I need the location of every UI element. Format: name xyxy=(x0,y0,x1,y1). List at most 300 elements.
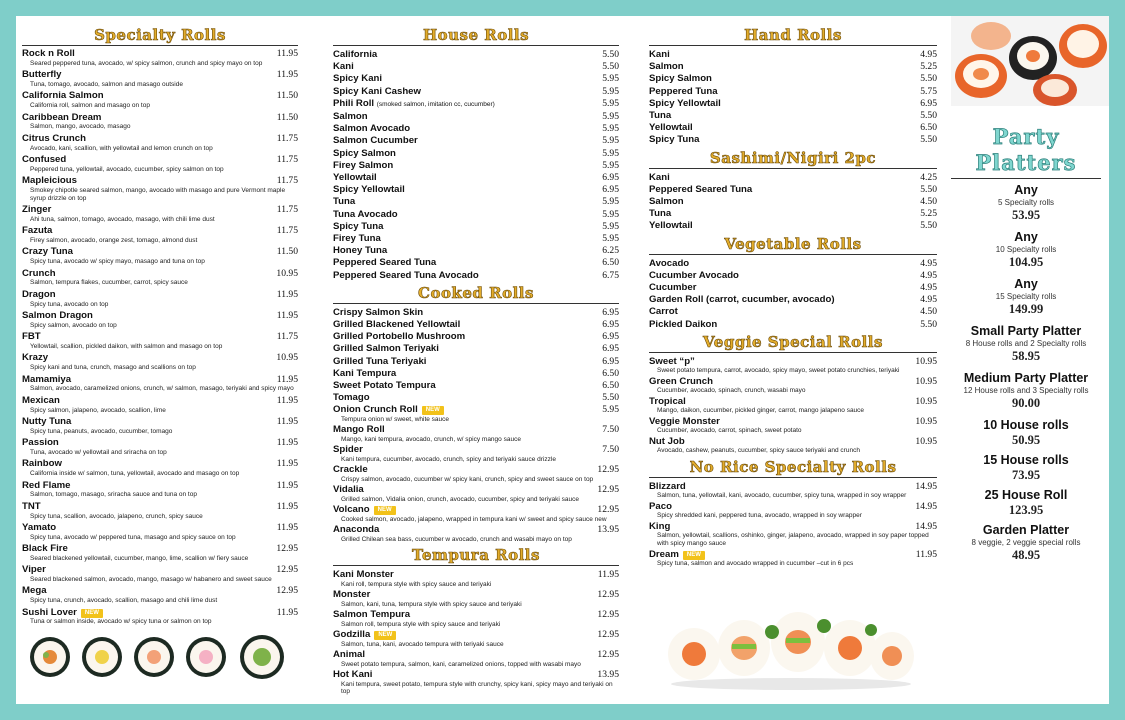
item-name: Fazuta xyxy=(22,225,53,237)
menu-item xyxy=(649,220,937,231)
item-name: Paco xyxy=(649,500,672,512)
menu-item xyxy=(22,416,298,436)
item-name: Vidalia xyxy=(333,484,364,496)
menu-item xyxy=(649,549,937,568)
item-name: Peppered Tuna xyxy=(649,85,718,97)
menu-item xyxy=(333,424,619,443)
item-name: Citrus Crunch xyxy=(22,132,86,144)
platters-list xyxy=(951,183,1101,570)
item-name: Krazy xyxy=(22,352,49,364)
menu-item xyxy=(333,380,619,391)
menu-item xyxy=(649,49,937,60)
item-description: Tempura onion w/ sweet, white sauce xyxy=(341,415,450,423)
item-price: 11.50 xyxy=(276,111,298,123)
item-price: 10.95 xyxy=(915,415,937,427)
menu-item xyxy=(333,270,619,281)
menu-item xyxy=(22,246,298,266)
menu-item xyxy=(22,90,298,110)
item-name: Zinger xyxy=(22,204,52,216)
item-name: Spicy Kani xyxy=(333,73,383,85)
item-name: Spicy Tuna xyxy=(333,220,384,232)
item-price: 12.95 xyxy=(597,589,619,601)
item-price: 6.50 xyxy=(602,367,619,379)
item-name: Blizzard xyxy=(649,480,686,492)
item-price: 5.50 xyxy=(602,61,619,73)
menu-item xyxy=(333,368,619,379)
menu-item xyxy=(333,404,619,423)
item-description: Salmon, tuna, kani, avocado tempura with teriyaki sauce xyxy=(341,640,504,648)
item-description: Yellowtail, scallion, pickled daikon, with salmon and masago on top xyxy=(30,343,223,351)
item-description: Spicy salmon, avocado on top xyxy=(30,321,117,329)
item-name: Onion Crunch Roll xyxy=(333,404,418,416)
item-price: 11.50 xyxy=(276,90,298,102)
menu-item xyxy=(22,501,298,521)
item-name: Tomago xyxy=(333,392,370,404)
item-price: 5.95 xyxy=(602,85,619,97)
tempura-heading: Tempura Rolls xyxy=(333,546,619,566)
item-description: Avocado, cashew, peanuts, cucumber, spicy sauce teriyaki and crunch xyxy=(657,447,860,455)
column-house-cooked-tempura xyxy=(333,26,619,697)
platters-title xyxy=(951,124,1101,179)
item-price: 5.25 xyxy=(920,61,937,73)
new-badge: NEW xyxy=(374,506,396,515)
item-name: Black Fire xyxy=(22,543,68,555)
item-name: Passion xyxy=(22,437,59,449)
item-price: 12.95 xyxy=(597,629,619,641)
no-rice-heading: No Rice Specialty Rolls xyxy=(649,458,937,478)
item-name: Mapleicious xyxy=(22,175,77,187)
menu-item xyxy=(22,522,298,542)
menu-item xyxy=(649,294,937,305)
item-price: 12.95 xyxy=(597,484,619,496)
menu-item xyxy=(333,98,619,110)
menu-item xyxy=(22,331,298,351)
menu-item xyxy=(333,184,619,195)
item-name: Tropical xyxy=(649,395,686,407)
item-price: 10.95 xyxy=(276,267,298,279)
item-price: 11.95 xyxy=(276,479,298,491)
menu-item xyxy=(333,160,619,171)
item-description: Spicy tuna, peanuts, avocado, cucumber, tomago xyxy=(30,427,173,435)
menu-item xyxy=(333,504,619,523)
item-price: 5.50 xyxy=(920,220,937,232)
item-price: 13.95 xyxy=(597,524,619,536)
item-price: 5.95 xyxy=(602,135,619,147)
item-price: 11.75 xyxy=(276,175,298,187)
menu-item xyxy=(22,607,298,627)
column-party-platters xyxy=(951,16,1109,704)
item-price: 12.95 xyxy=(276,585,298,597)
item-price: 5.95 xyxy=(602,159,619,171)
item-price: 4.50 xyxy=(920,196,937,208)
item-description: Peppered tuna, yellowtail, avocado, cucumber, spicy salmon on top xyxy=(30,165,224,173)
item-description: Cooked salmon, avocado, jalapeno, wrapped in tempura kani w/ sweet and spicy sauce new xyxy=(341,515,607,523)
column-specialty xyxy=(22,26,298,628)
menu-item xyxy=(649,122,937,133)
item-name: Veggie Monster xyxy=(649,415,720,427)
item-price: 7.50 xyxy=(602,424,619,436)
menu-item xyxy=(333,319,619,330)
item-name: Salmon Tempura xyxy=(333,609,411,621)
item-price: 6.95 xyxy=(602,331,619,343)
item-name: Phili Roll xyxy=(333,97,375,109)
item-name: Peppered Seared Tuna xyxy=(649,183,753,195)
item-name: Hot Kani xyxy=(333,669,373,681)
menu-item xyxy=(649,270,937,281)
item-name: Mega xyxy=(22,585,47,597)
platter-item: 10 House rolls 50.95 xyxy=(983,418,1069,447)
item-name: Anaconda xyxy=(333,524,380,536)
item-name: Red Flame xyxy=(22,479,71,491)
item-name: Salmon Dragon xyxy=(22,310,93,322)
item-name: Cucumber xyxy=(649,282,697,294)
item-name: Kani xyxy=(333,61,354,73)
specialty-list xyxy=(22,48,298,626)
item-description: Spicy kani and tuna, crunch, masago and scallions on top xyxy=(30,364,196,372)
item-name: Spicy Tuna xyxy=(649,134,700,146)
item-name: Grilled Portobello Mushroom xyxy=(333,331,466,343)
item-name: Mango Roll xyxy=(333,424,385,436)
menu-item xyxy=(333,343,619,354)
platter-item: Small Party Platter 8 House rolls and 2 Specialty rolls 58.95 xyxy=(965,324,1087,363)
menu-item xyxy=(333,123,619,134)
specialty-heading: Specialty Rolls xyxy=(22,26,298,46)
item-price: 6.50 xyxy=(920,122,937,134)
platters-title-line2: Platters xyxy=(975,150,1077,175)
item-description: Salmon, kani, tuna, tempura style with spicy sauce and teriyaki xyxy=(341,600,522,608)
item-price: 5.95 xyxy=(602,220,619,232)
item-name: Sweet Potato Tempura xyxy=(333,380,436,392)
item-name: Yellowtail xyxy=(649,122,693,134)
menu-item xyxy=(333,172,619,183)
item-description: Tuna, tomago, avocado, salmon and masago outside xyxy=(30,80,183,88)
menu-item xyxy=(333,49,619,60)
item-name: Nutty Tuna xyxy=(22,415,72,427)
house-heading: House Rolls xyxy=(333,26,619,46)
item-name: Dragon xyxy=(22,288,56,300)
item-price: 6.50 xyxy=(602,257,619,269)
item-name: Tuna xyxy=(649,110,672,122)
item-price: 11.95 xyxy=(276,415,298,427)
item-description: Salmon, yellowtail, scallions, oshinko, ginger, jalapeno, avocado, wrapped in soy paper topped with spicy mango sauce xyxy=(657,532,929,547)
item-price: 4.95 xyxy=(920,269,937,281)
menu-item xyxy=(333,356,619,367)
item-price: 14.95 xyxy=(915,480,937,492)
menu-item xyxy=(22,458,298,478)
item-price: 6.95 xyxy=(920,97,937,109)
menu-item xyxy=(22,48,298,68)
item-price: 12.95 xyxy=(276,564,298,576)
item-description: Seared peppered tuna, avocado, w/ spicy salmon, crunch and spicy mayo on top xyxy=(30,59,263,67)
item-price: 12.95 xyxy=(276,543,298,555)
item-name: Spicy Yellowtail xyxy=(333,184,405,196)
item-price: 11.95 xyxy=(276,48,298,59)
item-description: Cucumber, avocado, spinach, crunch, wasabi mayo xyxy=(657,387,806,395)
item-price: 11.95 xyxy=(276,500,298,512)
item-price: 4.50 xyxy=(920,306,937,318)
menu-item xyxy=(22,310,298,330)
item-description: Salmon, avocado, caramelized onions, crunch, w/ salmon, masago, teriyaki and spicy mayo xyxy=(30,385,294,393)
item-name: Animal xyxy=(333,649,365,661)
menu-item xyxy=(333,233,619,244)
hand-list xyxy=(649,49,937,146)
item-price: 10.95 xyxy=(276,352,298,364)
item-price: 14.95 xyxy=(915,500,937,512)
item-description: Ahi tuna, salmon, tomago, avocado, masago, with chili lime dust xyxy=(30,215,215,223)
menu-item xyxy=(333,589,619,608)
item-name: Sweet “p” xyxy=(649,355,695,367)
item-name: California xyxy=(333,49,378,60)
menu-item xyxy=(333,569,619,588)
item-name: Butterfly xyxy=(22,69,62,81)
item-name: FBT xyxy=(22,331,41,343)
platter-item: Any 15 Specialty rolls 149.99 xyxy=(995,277,1057,316)
item-price: 11.95 xyxy=(276,373,298,385)
item-price: 11.75 xyxy=(276,204,298,216)
menu-item xyxy=(649,416,937,435)
item-price: 11.95 xyxy=(276,521,298,533)
menu-item xyxy=(333,629,619,648)
item-name: Cucumber Avocado xyxy=(649,269,739,281)
menu-item xyxy=(333,307,619,318)
item-description: Salmon, tomago, masago, sriracha sauce and tuna on top xyxy=(30,491,197,499)
item-description: Spicy tuna, crunch, avocado, scallion, masago and chili lime dust xyxy=(30,597,218,605)
menu-item xyxy=(649,110,937,121)
item-price: 4.95 xyxy=(920,282,937,294)
menu-item xyxy=(649,208,937,219)
item-name: Garden Roll (carrot, cucumber, avocado) xyxy=(649,294,835,306)
item-name: Spicy Yellowtail xyxy=(649,97,721,109)
item-price: 6.95 xyxy=(602,172,619,184)
item-name: Yellowtail xyxy=(333,172,377,184)
menu-item xyxy=(649,436,937,455)
item-name: Firey Tuna xyxy=(333,233,381,245)
item-price: 6.95 xyxy=(602,306,619,318)
platter-item: Medium Party Platter 12 House rolls and 3 Specialty rolls 90.00 xyxy=(963,371,1089,410)
item-price: 11.95 xyxy=(276,606,298,618)
menu-item xyxy=(22,204,298,224)
item-price: 5.25 xyxy=(920,208,937,220)
item-description: Grilled Chilean sea bass, cucumber w avocado, crunch and wasabi mayo on top xyxy=(341,535,572,543)
item-description: Grilled salmon, Vidalia onion, crunch, avocado, cucumber, spicy and teriyaki sauce xyxy=(341,495,579,503)
menu-item xyxy=(333,484,619,503)
menu-item xyxy=(649,184,937,195)
item-price: 10.95 xyxy=(915,355,937,367)
item-name: Godzilla xyxy=(333,629,371,641)
menu-item xyxy=(22,480,298,500)
menu-item xyxy=(333,196,619,207)
item-price: 11.95 xyxy=(276,458,298,470)
item-name: Tuna xyxy=(649,208,672,220)
sushi-photo-bottom-left xyxy=(22,631,292,681)
menu-sheet xyxy=(16,16,1109,704)
hand-heading: Hand Rolls xyxy=(649,26,937,46)
item-name: Yamato xyxy=(22,521,57,533)
item-price: 12.95 xyxy=(597,504,619,516)
platter-item: 15 House rolls 73.95 xyxy=(983,453,1069,482)
menu-item xyxy=(22,154,298,174)
item-description: Mango, daikon, cucumber, pickled ginger, carrot, mango jalapeno sauce xyxy=(657,407,865,415)
menu-item xyxy=(333,331,619,342)
item-description: Smokey chipotle seared salmon, mango, avocado with masago and pure Vermont maple syrup drizzle on top xyxy=(30,186,286,202)
item-name: Grilled Salmon Teriyaki xyxy=(333,343,439,355)
menu-item xyxy=(649,521,937,548)
item-name: California Salmon xyxy=(22,90,104,102)
menu-item xyxy=(649,306,937,317)
menu-item xyxy=(649,282,937,293)
item-price: 6.95 xyxy=(602,184,619,196)
item-price: 5.95 xyxy=(602,97,619,109)
item-name: Crackle xyxy=(333,464,368,476)
menu-item xyxy=(22,437,298,457)
platter-item: Any 10 Specialty rolls 104.95 xyxy=(995,230,1057,269)
menu-item xyxy=(333,73,619,84)
item-name: Viper xyxy=(22,564,46,576)
item-name: Grilled Blackened Yellowtail xyxy=(333,319,461,331)
menu-item xyxy=(649,196,937,207)
item-price: 11.50 xyxy=(276,246,298,258)
vegetable-list xyxy=(649,258,937,330)
menu-item xyxy=(649,134,937,145)
item-name: Crunch xyxy=(22,267,56,279)
platters-title-line1: Party xyxy=(992,124,1060,149)
item-name: TNT xyxy=(22,500,41,512)
item-price: 14.95 xyxy=(915,520,937,532)
item-price: 5.95 xyxy=(602,123,619,135)
item-description: Salmon roll, tempura style with spicy sauce and teriyaki xyxy=(341,620,501,628)
menu-item xyxy=(22,69,298,89)
veggie-special-list xyxy=(649,356,937,455)
item-price: 11.75 xyxy=(276,132,298,144)
item-price: 5.95 xyxy=(602,404,619,416)
column-hand-sashimi-veg xyxy=(649,26,937,569)
menu-item xyxy=(649,501,937,520)
item-price: 6.95 xyxy=(602,319,619,331)
menu-item xyxy=(333,209,619,220)
item-description: Avocado, kani, scallion, with yellowtail and lemon crunch on top xyxy=(30,144,213,152)
item-price: 7.50 xyxy=(602,444,619,456)
item-price: 5.50 xyxy=(602,49,619,60)
item-name: Tuna xyxy=(333,196,356,208)
item-name: Kani Monster xyxy=(333,569,394,581)
new-badge: NEW xyxy=(422,406,444,415)
menu-item xyxy=(333,392,619,403)
menu-item xyxy=(333,444,619,463)
item-name: Pickled Daikon xyxy=(649,318,718,330)
menu-item xyxy=(333,609,619,628)
sashimi-heading: Sashimi/Nigiri 2pc xyxy=(649,149,937,169)
item-name: Kani Tempura xyxy=(333,367,397,379)
item-description: Tuna, avocado w/ yellowtail and sriracha on top xyxy=(30,448,167,456)
sushi-photo-bottom-center xyxy=(666,596,916,691)
item-name: Peppered Seared Tuna xyxy=(333,257,437,269)
item-name: King xyxy=(649,520,671,532)
menu-item xyxy=(649,86,937,97)
cooked-heading: Cooked Rolls xyxy=(333,284,619,304)
item-price: 5.50 xyxy=(920,134,937,146)
item-name: Nut Job xyxy=(649,435,685,447)
item-name: Tuna Avocado xyxy=(333,208,398,220)
menu-item xyxy=(333,257,619,268)
item-price: 11.95 xyxy=(276,69,298,81)
item-price: 5.50 xyxy=(602,392,619,404)
menu-item xyxy=(649,98,937,109)
item-price: 6.95 xyxy=(602,355,619,367)
platter-item: Garden Platter 8 veggie, 2 veggie special rolls 48.95 xyxy=(971,523,1081,562)
menu-item xyxy=(649,258,937,269)
sushi-photo-top xyxy=(951,16,1109,106)
menu-item xyxy=(649,73,937,84)
item-name: Salmon Avocado xyxy=(333,123,411,135)
item-name: Mamamiya xyxy=(22,373,72,385)
item-name: Rainbow xyxy=(22,458,62,470)
item-name: Spicy Salmon xyxy=(649,73,712,85)
menu-item xyxy=(333,61,619,72)
item-description: Salmon, tuna, yellowtail, kani, avocado, cucumber, spicy tuna, wrapped in soy wrapper xyxy=(657,492,907,500)
item-name: Monster xyxy=(333,589,371,601)
item-price: 5.95 xyxy=(602,73,619,85)
menu-item xyxy=(333,669,619,696)
item-price: 11.75 xyxy=(276,331,298,343)
item-name: Salmon xyxy=(649,196,684,208)
item-description: Seared blackened yellowtail, cucumber, mango, lime, scallion w/ fiery sauce xyxy=(30,554,249,562)
item-price: 5.95 xyxy=(602,233,619,245)
item-price: 13.95 xyxy=(597,669,619,681)
menu-item xyxy=(22,289,298,309)
item-name: Caribbean Dream xyxy=(22,111,102,123)
item-price: 10.95 xyxy=(915,395,937,407)
item-name: Sushi Lover xyxy=(22,606,77,618)
item-description: Spicy shredded kani, peppered tuna, avocado, wrapped in soy wrapper xyxy=(657,512,862,520)
item-name: Spider xyxy=(333,444,363,456)
item-name: Crispy Salmon Skin xyxy=(333,306,424,318)
menu-item xyxy=(333,524,619,543)
item-description: Sweet potato tempura, salmon, kani, caramelized onions, topped with wasabi mayo xyxy=(341,660,581,668)
item-name: Volcano xyxy=(333,504,370,516)
menu-item xyxy=(22,268,298,288)
item-inline-desc: (smoked salmon, imitation cc, cucumber) xyxy=(376,100,495,108)
item-description: Spicy tuna, avocado on top xyxy=(30,300,109,308)
cooked-list xyxy=(333,307,619,544)
item-description: Cucumber, avocado, carrot, spinach, sweet potato xyxy=(657,427,802,435)
item-name: Honey Tuna xyxy=(333,245,388,257)
menu-item xyxy=(333,245,619,256)
item-description: Crispy salmon, avocado, cucumber w/ spicy kani, crunch, spicy and sweet sauce on top xyxy=(341,475,594,483)
item-name: Salmon Cucumber xyxy=(333,135,418,147)
item-price: 4.95 xyxy=(920,294,937,306)
menu-item xyxy=(333,135,619,146)
item-name: Spicy Kani Cashew xyxy=(333,85,421,97)
item-price: 6.25 xyxy=(602,245,619,257)
item-name: Kani xyxy=(649,171,670,183)
item-price: 5.50 xyxy=(920,183,937,195)
item-price: 5.95 xyxy=(602,147,619,159)
item-price: 6.95 xyxy=(602,343,619,355)
item-name: Peppered Seared Tuna Avocado xyxy=(333,269,479,281)
platter-item: Any 5 Specialty rolls 53.95 xyxy=(997,183,1055,222)
item-name: Rock n Roll xyxy=(22,48,75,59)
item-price: 11.75 xyxy=(276,153,298,165)
item-price: 6.75 xyxy=(602,269,619,281)
item-name: Dream xyxy=(649,548,679,560)
item-price: 5.95 xyxy=(602,208,619,220)
veggie-special-heading: Veggie Special Rolls xyxy=(649,333,937,353)
menu-item xyxy=(333,464,619,483)
item-price: 5.50 xyxy=(920,73,937,85)
menu-item xyxy=(333,221,619,232)
item-name: Carrot xyxy=(649,306,678,318)
item-description: Spicy tuna, avocado w/ peppered tuna, masago and spicy sauce on top xyxy=(30,533,236,541)
